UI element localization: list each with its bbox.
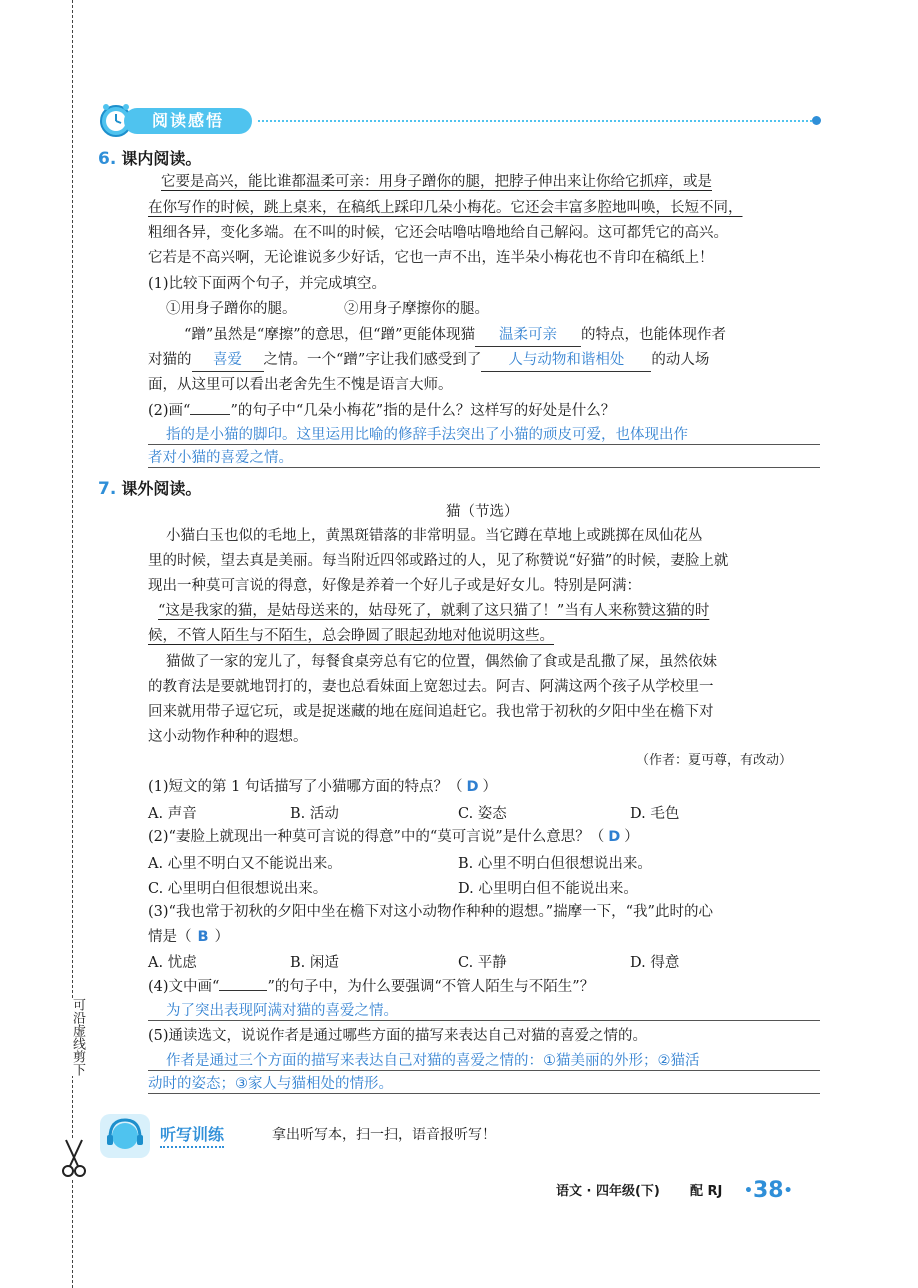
q6-sub1-line-3: 面，从这里可以看出老舍先生不愧是语言大师。 — [148, 377, 453, 393]
q6-passage-line-3: 粗细各异，变化多端。在不叫的时候，它还会咕噜咕噜地给自己解闷。这可都凭它的高兴。 — [148, 225, 728, 241]
footer-edition: 配 RJ — [690, 1184, 723, 1199]
q7-sub1-prompt: (1)短文的第 1 句话描写了小猫哪方面的特点？（ D ） — [148, 779, 498, 795]
q7-sub2-option-a: A. 心里不明白又不能说出来。 — [148, 856, 342, 872]
q7-sub4-prompt: (4)文中画“ ”的句子中，为什么要强调“不管人陌生与不陌生”？ — [148, 979, 595, 995]
q7-sub3-option-d: D. 得意 — [630, 955, 680, 971]
q6-sub2-prompt: (2)画“ ”的句子中“几朵小梅花”指的是什么？这样写的好处是什么？ — [148, 403, 616, 419]
q7-sub1-option-c: C. 姿态 — [458, 806, 507, 822]
q6-title: 课内阅读。 — [121, 149, 202, 168]
q7-sub3-prompt-line-1: (3)“我也常于初秋的夕阳中坐在檐下对这小动物作种种的遐想。”揣摩一下，“我”此时的心 — [148, 904, 713, 920]
q6-heading — [98, 146, 201, 169]
q7-sub1-answer: D — [466, 779, 479, 795]
q7-para1-line-2: 里的时候，望去真是美丽。每当附近四邻或路过的人，见了称赞说“好猫”的时候，妻脸上就 — [148, 553, 729, 569]
q7-para3-line-3: 回来就用带子逗它玩，或是捉迷藏的地在庭间追赶它。我也常于初秋的夕阳中坐在檐下对 — [148, 704, 714, 720]
header-dotted-line — [258, 120, 816, 122]
q7-sub1-option-d: D. 毛色 — [630, 806, 680, 822]
answer-line — [148, 1093, 820, 1094]
q7-sub3-prompt-line-2: 情是（ B ） — [148, 929, 230, 945]
q7-sub5-answer-line-1: 作者是通过三个方面的描写来表达自己对猫的喜爱之情的：①猫美丽的外形；②猫活 — [166, 1053, 700, 1069]
q7-sub4-answer: 为了突出表现阿满对猫的喜爱之情。 — [166, 1003, 398, 1019]
q6-number: 6. — [98, 149, 117, 169]
q6-passage-line-1: 它要是高兴，能比谁都温柔可亲：用身子蹭你的腿，把脖子伸出来让你给它抓痒，或是 — [161, 174, 712, 190]
cut-dashed-line — [72, 0, 73, 1288]
q7-sub2-option-d: D. 心里明白但不能说出来。 — [458, 881, 638, 897]
q6-answer-blank-1: 温柔可亲 — [475, 324, 581, 347]
header-dot — [812, 116, 821, 125]
scissors-icon — [60, 1138, 88, 1178]
q7-para1-line-3: 现出一种莫可言说的得意，好像是养着一个好儿子或是好女儿。特别是阿满： — [148, 578, 641, 594]
q7-para3-line-4: 这小动物作种种的遐想。 — [148, 729, 308, 745]
q6-answer-blank-2: 喜爱 — [192, 349, 264, 372]
q7-sub3-option-b: B. 闲适 — [290, 955, 339, 971]
q6-passage-line-4: 它若是不高兴啊，无论谁说多少好话，它也一声不出，连半朵小梅花也不肯印在稿纸上！ — [148, 250, 714, 266]
q7-sub2-option-c: C. 心里明白但很想说出来。 — [148, 881, 328, 897]
q6-sub1-prompt: (1)比较下面两个句子，并完成填空。 — [148, 276, 387, 292]
footer-subject: 语文 · 四年级(下) — [556, 1184, 660, 1199]
q7-article-title: 猫（节选） — [446, 504, 519, 520]
q6-sub1-line-2: 对猫的 喜爱 之情。一个“蹭”字让我们感受到了 人与动物和谐相处 的动人场 — [148, 349, 709, 372]
q6-sub2-answer-line-1: 指的是小猫的脚印。这里运用比喻的修辞手法突出了小猫的顽皮可爱，也体现出作 — [166, 427, 688, 443]
q6-sub1-sentence-2: ②用身子摩擦你的腿。 — [344, 301, 489, 317]
answer-line — [148, 467, 820, 468]
q7-sub2-prompt: (2)“妻脸上就现出一种莫可言说的得意”中的“莫可言说”是什么意思？（ D ） — [148, 829, 639, 845]
q6-sub2-answer-line-2: 者对小猫的喜爱之情。 — [148, 450, 293, 466]
q7-sub3-option-a: A. 忧虑 — [148, 955, 197, 971]
q7-title: 课外阅读。 — [121, 479, 202, 498]
q7-attribution: （作者：夏丏尊，有改动） — [636, 753, 793, 768]
q7-sub2-answer: D — [608, 829, 621, 845]
answer-line — [148, 1020, 820, 1021]
q7-para3-line-1: 猫做了一家的宠儿了，每餐食桌旁总有它的位置，偶然偷了食或是乱撒了屎，虽然依妹 — [166, 654, 717, 670]
q6-passage-line-2: 在你写作的时候，跳上桌来，在稿纸上踩印几朵小梅花。它还会丰富多腔地叫唤，长短不同， — [148, 200, 743, 216]
q7-sub5-prompt: (5)通读选文，说说作者是通过哪些方面的描写来表达自己对猫的喜爱之情的。 — [148, 1028, 648, 1044]
listen-text: 拿出听写本，扫一扫，语音报听写！ — [272, 1127, 496, 1143]
listen-title: 听写训练 — [160, 1124, 224, 1148]
q7-sub1-option-a: A. 声音 — [148, 806, 197, 822]
q7-sub5-answer-line-2: 动时的姿态；③家人与猫相处的情形。 — [148, 1076, 393, 1092]
q7-para1-line-1: 小猫白玉也似的毛地上，黄黑斑错落的非常明显。当它蹲在草地上或跳掷在凤仙花丛 — [166, 528, 703, 544]
page-number: •38• — [744, 1178, 793, 1203]
answer-line — [148, 1070, 820, 1071]
q6-sub1-line-1: “蹭”虽然是“摩擦”的意思，但“蹭”更能体现猫 温柔可亲 的特点，也能体现作者 — [184, 324, 726, 347]
q7-para2-line-1: “这是我家的猫，是姑母送来的，姑母死了，就剩了这只猫了！”当有人来称赞这猫的时 — [158, 603, 710, 619]
section-header — [96, 100, 826, 140]
q7-sub3-option-c: C. 平静 — [458, 955, 507, 971]
q7-para3-line-2: 的教育法是要就地罚打的，妻也总看妹面上宽恕过去。阿吉、阿满这两个孩子从学校里一 — [148, 679, 714, 695]
q7-heading — [98, 476, 201, 499]
answer-line — [148, 444, 820, 445]
q7-para2-line-2: 候，不管人陌生与不陌生，总会睁圆了眼起劲地对他说明这些。 — [148, 628, 554, 644]
section-title: 阅读感悟 — [124, 108, 252, 134]
q6-answer-blank-3: 人与动物和谐相处 — [481, 349, 651, 372]
cut-line-label: 可沿虚线剪下 — [58, 998, 86, 1076]
q7-sub1-option-b: B. 活动 — [290, 806, 339, 822]
q7-sub3-answer: B — [197, 929, 209, 945]
headphone-icon — [100, 1114, 150, 1158]
q6-sub1-sentence-1: ①用身子蹭你的腿。 — [166, 301, 297, 317]
q7-number: 7. — [98, 479, 117, 499]
q7-sub2-option-b: B. 心里不明白但很想说出来。 — [458, 856, 652, 872]
